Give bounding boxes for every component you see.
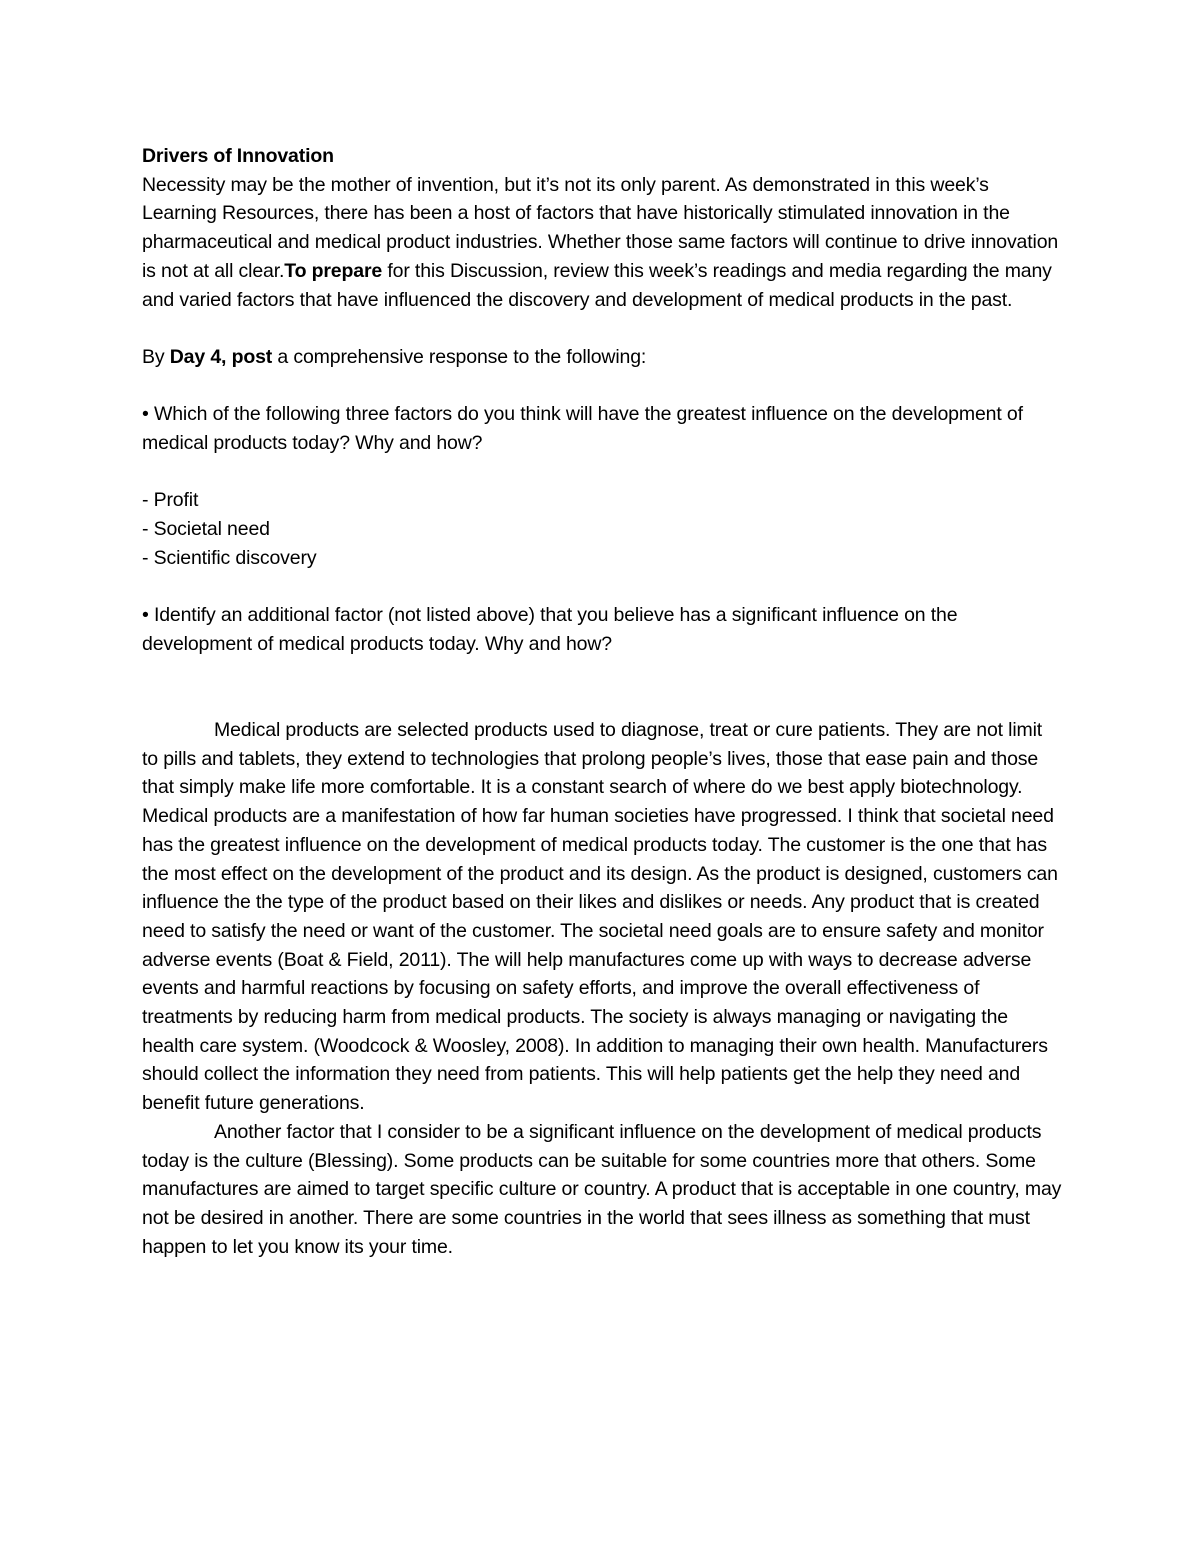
spacer	[142, 659, 1062, 716]
spacer	[142, 458, 1062, 487]
factor-item-scientific-discovery: - Scientific discovery	[142, 546, 317, 569]
instruction-sep: ,	[221, 345, 232, 368]
instruction-line	[142, 343, 1062, 372]
question-2: • Identify an additional factor (not listed above) that you believe has a significant influence on the development of medical products today. Why and how?	[142, 604, 958, 655]
instruction-prefix: By	[142, 345, 170, 368]
intro-paragraph	[142, 171, 1062, 315]
response-paragraph-2: Another factor that I consider to be a significant influence on the development of medical products today is the culture (Blessing). Some products can be suitable for some countries more that others. Some manufactures are aimed to target specific culture or country. A product that is acceptable in one country, may not be desired in another. There are some countries in the world that sees illness as something that must happen to let you know its your time.	[142, 1120, 1062, 1258]
spacer	[142, 372, 1062, 401]
document-title: Drivers of Innovation	[142, 145, 334, 167]
factor-item-societal-need: - Societal need	[142, 518, 270, 541]
instruction-post: post	[231, 345, 273, 368]
spacer	[142, 314, 1062, 343]
instruction-day: Day 4	[169, 345, 222, 368]
instruction-suffix: a comprehensive response to the following:	[272, 345, 647, 368]
intro-bold-to-prepare: To prepare	[284, 259, 383, 282]
document-page	[142, 142, 1062, 1261]
intro-text-1: Necessity may be the mother of invention, but it’s not its only parent. As demonstrated in this week’s Learning Resources, there has been a host of factors that have historically stimulated innovation in the pharmaceutical and medical product industries. Whether those same factors will continue to drive innovation is not at all clear.	[142, 173, 1059, 282]
response-paragraph-1: Medical products are selected products used to diagnose, treat or cure patients. They are not limit to pills and tablets, they extend to technologies that prolong people’s lives, those that ease pain and those that simply make life more comfortable. It is a constant search of where do we best apply biotechnology. Medical products are a manifestation of how far human societies have progressed. I think that societal need has the greatest influence on the development of medical products today. The customer is the one that has the most effect on the development of the product and its design. As the product is designed, customers can influence the the type of the product based on their likes and dislikes or needs. Any product that is created need to satisfy the need or want of the customer. The societal need goals are to ensure safety and monitor adverse events (Boat & Field, 2011). The will help manufactures come up with ways to decrease adverse events and harmful reactions by focusing on safety efforts, and improve the overall effectiveness of treatments by reducing harm from medical products. The society is always managing or navigating the health care system. (Woodcock & Woosley, 2008). In addition to managing their own health. Manufacturers should collect the information they need from patients. This will help patients get the help they need and benefit future generations.	[142, 718, 1058, 1115]
intro-text-2: for this Discussion, review this week’s readings and media regarding the many and varied factors that have influenced the discovery and development of medical products in the past.	[142, 259, 1052, 311]
factor-item-profit: - Profit	[142, 489, 199, 512]
question-1: • Which of the following three factors do you think will have the greatest influence on the development of medical products today? Why and how?	[142, 403, 1023, 454]
spacer	[142, 573, 1062, 602]
